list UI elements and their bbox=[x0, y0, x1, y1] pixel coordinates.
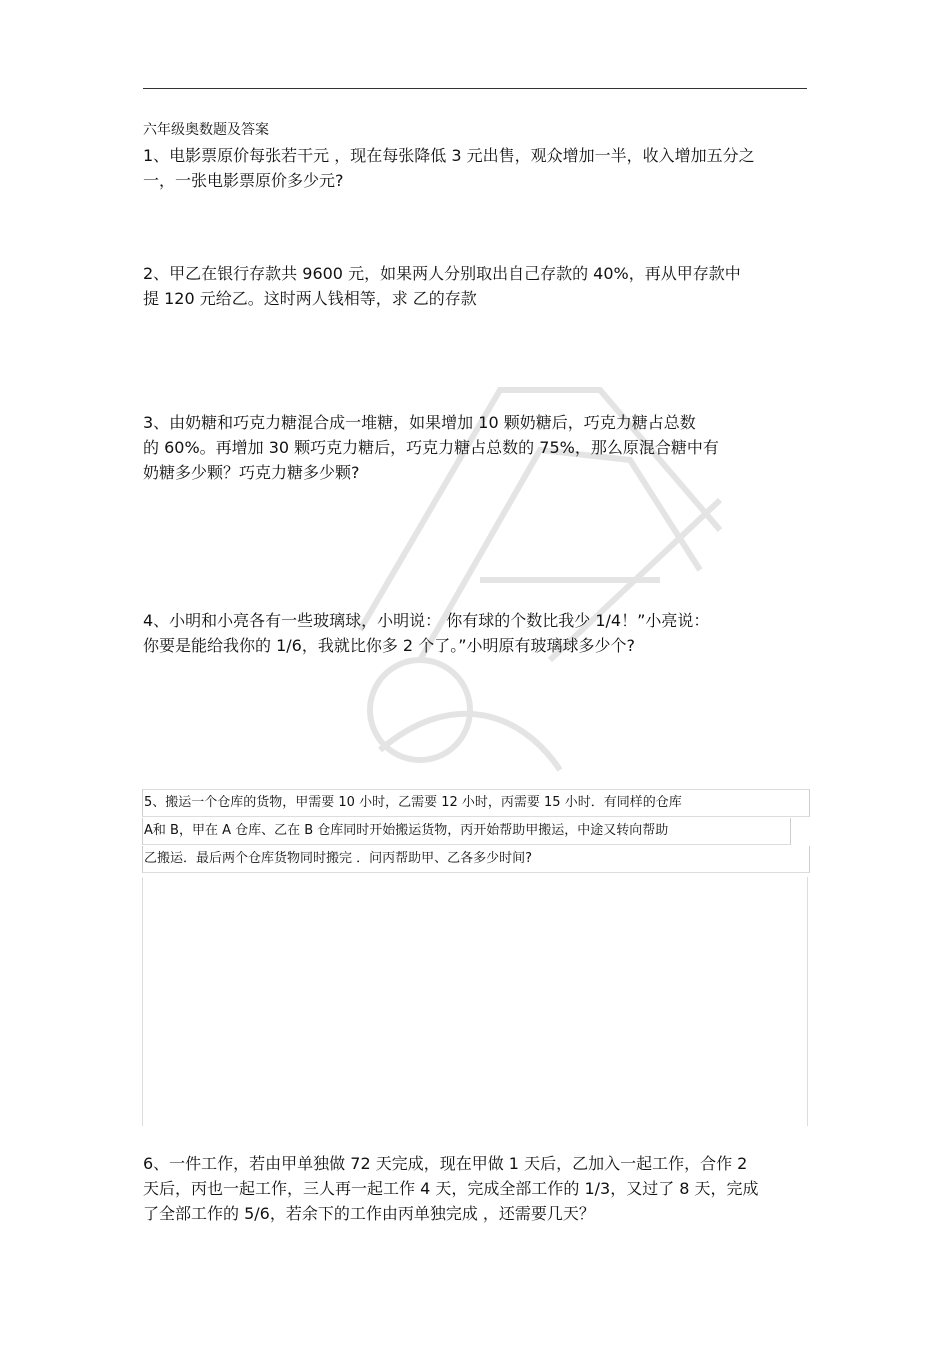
question-line: 提 120 元给乙。这时两人钱相等，求 乙的存款 bbox=[143, 289, 477, 308]
question-line: 奶糖多少颗？巧克力糖多少颗? bbox=[143, 463, 360, 482]
header-rule bbox=[143, 88, 807, 89]
watermark-logo bbox=[300, 330, 780, 810]
question-line: 2、甲乙在银行存款共 9600 元，如果两人分别取出自己存款的 40%，再从甲存款中 bbox=[143, 264, 741, 283]
question-3 bbox=[143, 410, 808, 485]
question-line: 的 60%。再增加 30 颗巧克力糖后，巧克力糖占总数的 75%，那么原混合糖中有 bbox=[143, 438, 719, 457]
question-line: 6、一件工作，若由甲单独做 72 天完成，现在甲做 1 天后，乙加入一起工作，合作 2 bbox=[143, 1154, 748, 1173]
document-title: 六年级奥数题及答案 bbox=[143, 122, 269, 138]
question-line: 了全部工作的 5/6，若余下的工作由丙单独完成 ，还需要几天？ bbox=[143, 1204, 595, 1223]
question-line: 天后，丙也一起工作，三人再一起工作 4 天，完成全部工作的 1/3，又过了 8 天，完成 bbox=[143, 1179, 759, 1198]
question-6 bbox=[143, 1151, 808, 1226]
question-5 bbox=[142, 785, 807, 1126]
question-line: 5、搬运一个仓库的货物，甲需要 10 小时，乙需要 12 小时，丙需要 15 小时．有同样的仓库 bbox=[142, 789, 810, 817]
question-line: A和 B，甲在 A 仓库、乙在 B 仓库同时开始搬运货物，丙开始帮助甲搬运，中途又转向帮助 bbox=[142, 818, 791, 845]
question-line: 乙搬运．最后两个仓库货物同时搬完 ．问丙帮助甲、乙各多少时间? bbox=[142, 846, 810, 873]
question-line: 你要是能给我你的 1/6，我就比你多 2 个了。”小明原有玻璃球多少个? bbox=[143, 636, 635, 655]
question-line: 一，一张电影票原价多少元? bbox=[143, 171, 344, 190]
question-1 bbox=[143, 143, 808, 193]
question-line: 3、由奶糖和巧克力糖混合成一堆糖，如果增加 10 颗奶糖后，巧克力糖占总数 bbox=[143, 413, 696, 432]
question-4 bbox=[143, 608, 808, 658]
answer-area bbox=[142, 877, 808, 1126]
question-line: 1、电影票原价每张若干元 ，现在每张降低 3 元出售，观众增加一半，收入增加五分之 bbox=[143, 146, 755, 165]
question-2 bbox=[143, 261, 808, 311]
question-line: 4、小明和小亮各有一些玻璃球，小明说： 你有球的个数比我少 1/4！”小亮说： bbox=[143, 611, 710, 630]
